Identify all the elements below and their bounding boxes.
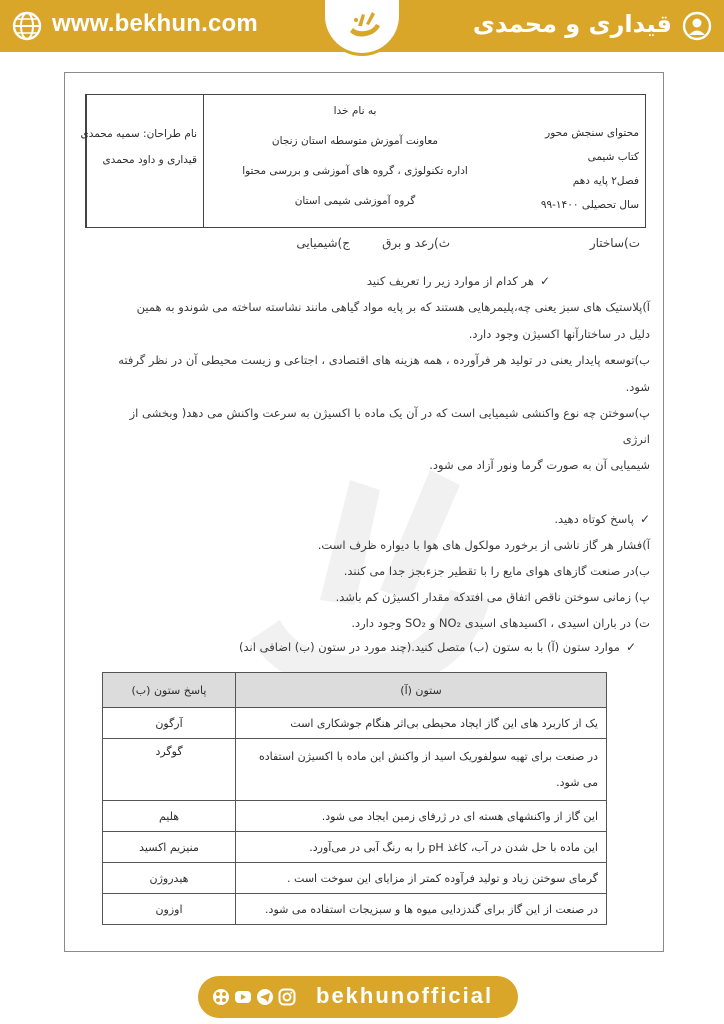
table-cell-a (236, 739, 607, 801)
section3-instruction (239, 640, 636, 654)
course-info-cell (506, 95, 645, 227)
social-handle[interactable]: bekhunofficial (316, 983, 494, 1008)
table-row (103, 863, 607, 894)
text-line: پ)سوختن چه نوع واکنشی شیمیایی است که در آن یک ماده با اکسیژن به سرعت واکنش می دهد( وبخشی از (129, 406, 650, 420)
aparat-icon[interactable] (212, 988, 230, 1006)
brand-name: قیداری و محمدی (472, 10, 672, 38)
youtube-icon[interactable] (234, 988, 252, 1006)
text-line: شود. (625, 380, 650, 394)
text-line: آ)پلاستیک های سبز یعنی چه،پلیمرهایی هستند که بر پایه مواد گیاهی مانند نشاسته ساخته می شوندو به همین (136, 300, 650, 314)
table-cell-a: در صنعت از این گاز برای گندزدایی میوه ها و سبزیجات استفاده می شود. (236, 894, 607, 925)
table-cell-b: منیزیم اکسید (103, 832, 236, 863)
user-icon (682, 11, 712, 41)
info-line: اداره تکنولوژی ، گروه های آموزشی و بررسی محتوا (242, 165, 468, 177)
social-footer (198, 976, 518, 1018)
text-line: ت) در باران اسیدی ، اکسیدهای اسیدی NO₂ و SO₂ وجود دارد. (351, 616, 650, 630)
table-row (103, 739, 607, 801)
info-line: محتوای سنجش محور (545, 127, 639, 139)
info-line: سال تحصیلی ۱۴۰۰-۹۹ (540, 199, 639, 211)
cell-line: می شود. (556, 775, 598, 789)
text-line: انرژی (622, 432, 650, 446)
site-url[interactable]: www.bekhun.com (52, 10, 258, 37)
section2-instruction (554, 512, 650, 526)
table-cell-a: گرمای سوختن زیاد و تولید فرآوده کمتر از مزایای این سوخت است . (236, 863, 607, 894)
column-header-a: ستون (آ) (236, 673, 607, 708)
option-item: ج)شیمیایی (296, 236, 350, 250)
instruction-text: پاسخ کوتاه دهید. (554, 512, 634, 526)
table-cell-b: هیدروژن (103, 863, 236, 894)
text-line: آ)فشار هر گاز ناشی از برخورد مولکول های هوا با دیواره ظرف است. (317, 538, 650, 552)
instagram-icon[interactable] (278, 988, 296, 1006)
table-cell-a: یک از کاربرد های این گاز ایجاد محیطی بی‌اثر هنگام جوشکاری است (236, 708, 607, 739)
check-icon: ✓ (539, 274, 550, 288)
section1-instruction (367, 274, 550, 288)
cell-line: در صنعت برای تهیه سولفوریک اسید از واکنش این ماده با اکسیژن استفاده (258, 749, 598, 763)
designers-cell (80, 95, 203, 227)
option-item: ت)ساختار (589, 236, 640, 250)
column-header-b: پاسخ ستون (ب) (103, 673, 236, 708)
telegram-icon[interactable] (256, 988, 274, 1006)
info-line: قیداری و داود محمدی (102, 154, 197, 166)
info-line: فصل۲ پایه دهم (572, 175, 639, 187)
info-line: نام طراحان: سمیه محمدی (80, 128, 197, 140)
table-row (103, 801, 607, 832)
bekhun-logo-icon (346, 8, 384, 44)
table-cell-b: هلیم (103, 801, 236, 832)
text-line: شیمیایی آن به صورت گرما ونور آزاد می شود. (429, 458, 650, 472)
instruction-text: هر کدام از موارد زیر را تعریف کنید (366, 274, 534, 288)
text-line: دلیل در ساختارآنها اکسیژن وجود دارد. (468, 327, 650, 341)
table-cell-a: این گاز از واکنشهای هسته ای در ژرفای زمین ایجاد می شود. (236, 801, 607, 832)
table-row (103, 832, 607, 863)
table-row (103, 894, 607, 925)
info-line: به نام خدا (333, 105, 377, 117)
text-line: پ) زمانی سوختن ناقص اتفاق می افتدکه مقدار اکسیژن کم باشد. (335, 590, 650, 604)
info-line: گروه آموزشی شیمی استان (294, 195, 416, 207)
table-cell-b: اوزون (103, 894, 236, 925)
header-info-table (80, 94, 646, 228)
table-cell-b: گوگرد (103, 739, 236, 801)
check-icon: ✓ (639, 512, 650, 526)
instruction-text: موارد ستون (آ) با به ستون (ب) متصل کنید.(چند مورد در ستون (ب) اضافی اند) (239, 640, 620, 654)
organization-cell (203, 95, 506, 227)
globe-icon (12, 11, 42, 41)
text-line: ب)توسعه پایدار یعنی در تولید هر فرآورده ، همه هزینه های اقتصادی ، اجتاعی و زیست محیطی آن در نظر گرفته (118, 353, 650, 367)
matching-table (102, 672, 607, 925)
text-line: ب)در صنعت گازهای هوای مایع را با تقطیر جزءبجز جدا می کنند. (343, 564, 650, 578)
table-row (103, 708, 607, 739)
table-cell-b: آرگون (103, 708, 236, 739)
check-icon: ✓ (625, 640, 636, 654)
info-line: معاونت آموزش متوسطه استان زنجان (271, 135, 439, 147)
options-row (90, 236, 650, 260)
option-item: ث)رعد و برق (382, 236, 450, 250)
table-cell-a: این ماده با حل شدن در آب، کاغذ pH را به رنگ آبی در می‌آورد. (236, 832, 607, 863)
info-line: کتاب شیمی (587, 151, 639, 163)
